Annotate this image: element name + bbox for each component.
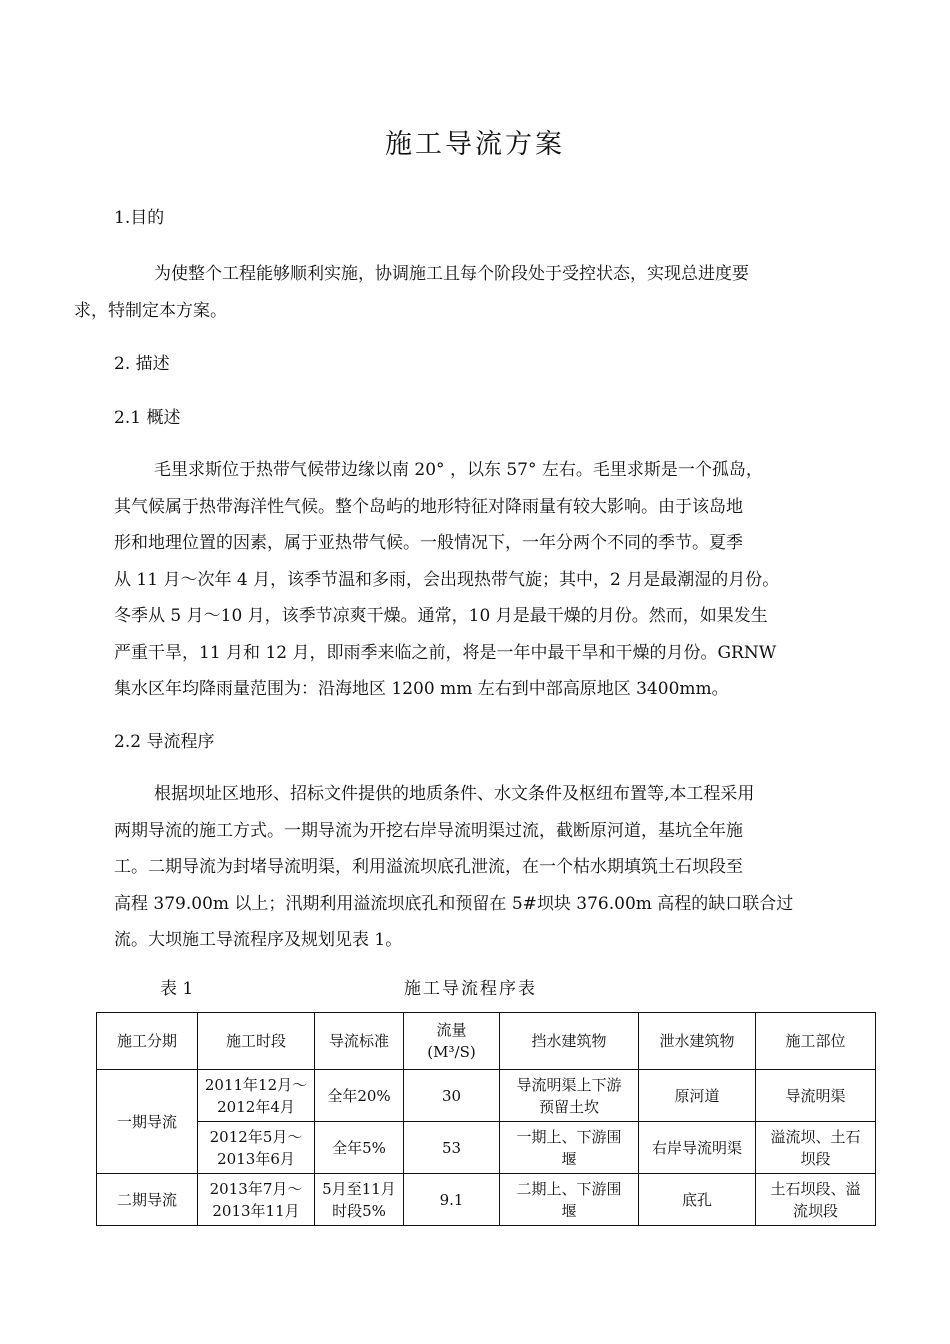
table-header-row [97,1013,876,1070]
cell-line: 2013年11月 [212,1201,300,1220]
retaining-structure-cell [500,1174,639,1226]
cell-line: 流坝段 [792,1201,838,1220]
cell-line: 2013年7月～ [209,1179,303,1198]
paragraph-line: 为使整个工程能够顺利实施，协调施工且每个阶段处于受控状态，实现总进度要 [154,264,749,284]
paragraph-line: 工。二期导流为封堵导流明渠，利用溢流坝底孔泄流，在一个枯水期填筑土石坝段至 [114,857,743,877]
location-cell [756,1122,876,1174]
cell-line: 2012年5月～ [209,1127,303,1146]
cell-line: 二期上、下游围 [516,1179,622,1198]
diversion-schedule-table [96,1012,876,1226]
paragraph-line: 两期导流的施工方式。一期导流为开挖右岸导流明渠过流，截断原河道，基坑全年施 [114,820,743,841]
header-cell: 施工时段 [198,1013,315,1070]
paragraph-line: 求，特制定本方案。 [74,300,227,321]
table-label: 表 1 [160,979,194,999]
period-cell [198,1070,315,1122]
header-line: (M³/S) [427,1043,476,1061]
header-cell: 挡水建筑物 [500,1013,639,1070]
paragraph-line: 根据坝址区地形、招标文件提供的地质条件、水文条件及枢纽布置等,本工程采用 [154,784,755,804]
phase-cell: 二期导流 [97,1174,198,1226]
paragraph-line: 形和地理位置的因素，属于亚热带气候。一般情况下，一年分两个不同的季节。夏季 [114,533,743,553]
section-1-paragraph [74,256,859,329]
cell-line: 预留土坎 [538,1097,599,1116]
table-row [97,1122,876,1174]
section-2-1-heading: 2.1 概述 [114,408,181,428]
paragraph-line: 毛里求斯位于热带气候带边缘以南 20° ，以东 57° 左右。毛里求斯是一个孤岛， [154,460,763,480]
cell-line: 溢流坝、土石 [770,1127,861,1146]
header-cell: 导流标准 [315,1013,404,1070]
document-title: 施工导流方案 [385,129,565,160]
phase-cell: 一期导流 [97,1070,198,1174]
discharge-structure-cell: 原河道 [639,1070,756,1122]
standard-cell [315,1174,404,1226]
discharge-structure-cell: 底孔 [639,1174,756,1226]
cell-line: 导流明渠上下游 [516,1075,622,1094]
cell-line: 时段5% [332,1201,386,1220]
section-2-2-paragraph [114,776,859,959]
location-cell: 导流明渠 [756,1070,876,1122]
cell-line: 坝段 [800,1149,831,1168]
paragraph-line: 流。大坝施工导流程序及规划见表 1。 [114,930,403,950]
paragraph-line: 冬季从 5 月～10 月，该季节凉爽干燥。通常，10 月是最干燥的月份。然而，如果发生 [114,606,768,626]
paragraph-line: 从 11 月～次年 4 月，该季节温和多雨，会出现热带气旋；其中，2 月是最潮湿的月份。 [114,569,780,590]
standard-cell: 全年20% [315,1070,404,1122]
table-row [97,1070,876,1122]
table-row [97,1174,876,1226]
header-cell [404,1013,500,1070]
cell-line: 堰 [561,1149,577,1168]
retaining-structure-cell [500,1122,639,1174]
location-cell [756,1174,876,1226]
retaining-structure-cell [500,1070,639,1122]
paragraph-line: 其气候属于热带海洋性气候。整个岛屿的地形特征对降雨量有较大影响。由于该岛地 [114,496,743,517]
cell-line: 2012年4月 [217,1097,295,1116]
cell-line: 堰 [561,1201,577,1220]
header-cell: 施工部位 [756,1013,876,1070]
period-cell [198,1174,315,1226]
cell-line: 一期上、下游围 [516,1127,622,1146]
header-cell: 泄水建筑物 [639,1013,756,1070]
header-line: 流量 [436,1021,467,1039]
paragraph-line: 高程 379.00m 以上；汛期利用溢流坝底孔和预留在 5#坝块 376.00m 高程的缺口联合过 [114,893,794,914]
flow-cell: 53 [404,1122,500,1174]
section-2-heading: 2. 描述 [114,354,170,374]
cell-line: 5月至11月 [322,1179,396,1198]
standard-cell: 全年5% [315,1122,404,1174]
header-cell: 施工分期 [97,1013,198,1070]
discharge-structure-cell: 右岸导流明渠 [639,1122,756,1174]
section-2-2-heading: 2.2 导流程序 [114,732,215,752]
cell-line: 2013年6月 [217,1149,295,1168]
section-2-1-paragraph [114,452,859,708]
flow-cell: 30 [404,1070,500,1122]
paragraph-line: 严重干旱，11 月和 12 月，即雨季来临之前，将是一年中最干旱和干燥的月份。GRNW [114,642,777,663]
period-cell [198,1122,315,1174]
paragraph-line: 集水区年均降雨量范围为：沿海地区 1200 mm 左右到中部高原地区 3400mm。 [114,679,729,699]
section-1-heading: 1.目的 [114,208,165,228]
flow-cell: 9.1 [404,1174,500,1226]
cell-line: 土石坝段、溢 [770,1179,861,1198]
table-caption: 施工导流程序表 [404,979,537,999]
cell-line: 2011年12月～ [204,1075,308,1094]
